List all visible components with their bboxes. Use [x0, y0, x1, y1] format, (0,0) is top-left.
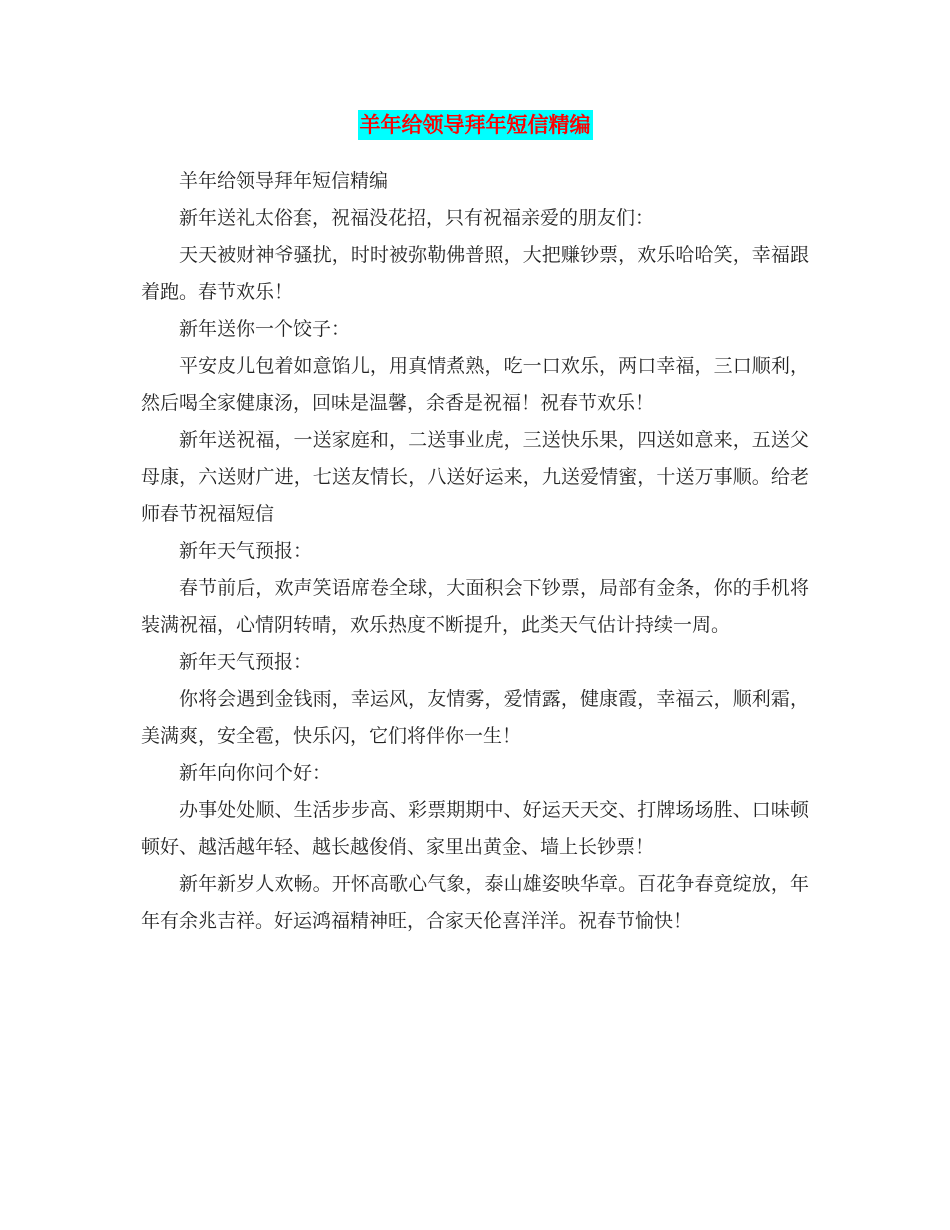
paragraph: 办事处处顺、生活步步高、彩票期期中、好运天天交、打牌场场胜、口味顿顿好、越活越年轻、越长越俊俏、家里出黄金、墙上长钞票！	[141, 799, 809, 858]
paragraph: 新年送祝福，一送家庭和，二送事业虎，三送快乐果，四送如意来，五送父母康，六送财广进，七送友情长，八送好运来，九送爱情蜜，十送万事顺。给老师春节祝福短信	[141, 429, 809, 525]
paragraph-subtitle: 羊年给领导拜年短信精编	[179, 170, 389, 192]
title-container	[0, 110, 950, 140]
paragraph: 新年天气预报：	[179, 540, 313, 562]
paragraph: 新年送礼太俗套，祝福没花招，只有祝福亲爱的朋友们：	[179, 207, 655, 229]
paragraph: 平安皮儿包着如意馅儿，用真情煮熟，吃一口欢乐，两口幸福，三口顺利，然后喝全家健康汤，回味是温馨，余香是祝福！祝春节欢乐！	[141, 355, 809, 414]
paragraph: 新年送你一个饺子：	[179, 318, 351, 340]
document-title: 羊年给领导拜年短信精编	[358, 110, 593, 140]
document-body	[141, 163, 809, 940]
paragraph: 新年向你问个好：	[179, 762, 332, 784]
paragraph: 你将会遇到金钱雨，幸运风，友情雾，爱情露，健康霞，幸福云，顺利霜，美满爽，安全雹，快乐闪，它们将伴你一生！	[141, 688, 809, 747]
paragraph: 天天被财神爷骚扰，时时被弥勒佛普照，大把赚钞票，欢乐哈哈笑，幸福跟着跑。春节欢乐！	[141, 244, 809, 303]
paragraph: 新年天气预报：	[179, 651, 313, 673]
paragraph: 春节前后，欢声笑语席卷全球，大面积会下钞票，局部有金条，你的手机将装满祝福，心情阴转晴，欢乐热度不断提升，此类天气估计持续一周。	[141, 577, 809, 636]
paragraph: 新年新岁人欢畅。开怀高歌心气象，泰山雄姿映华章。百花争春竟绽放，年年有余兆吉祥。好运鸿福精神旺，合家天伦喜洋洋。祝春节愉快！	[141, 873, 809, 932]
